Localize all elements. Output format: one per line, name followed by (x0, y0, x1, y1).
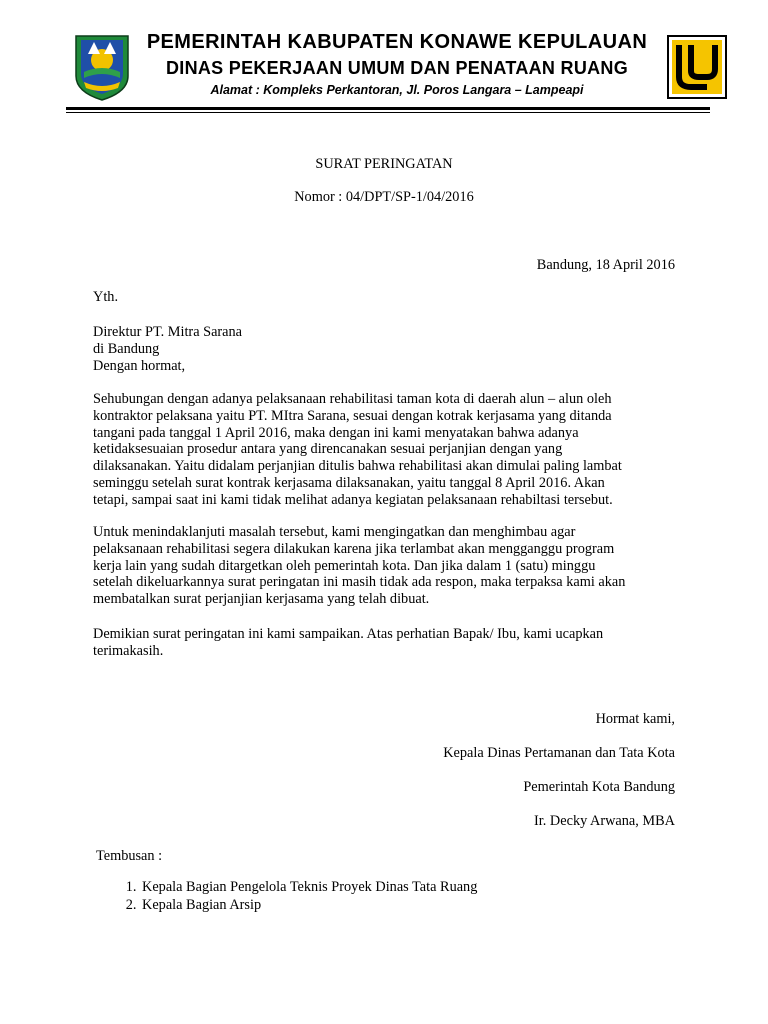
letterhead-department: DINAS PEKERJAAN UMUM DAN PENATAAN RUANG (165, 58, 629, 78)
cc-list (93, 879, 477, 914)
paragraph-1-line: kontraktor pelaksana yaitu PT. MItra Sarana, sesuai dengan kotrak kerjasama yang ditanda (93, 407, 612, 424)
letter-title: SURAT PERINGATAN (315, 156, 453, 172)
letterhead-government: PEMERINTAH KABUPATEN KONAWE KEPULAUAN (146, 31, 648, 53)
paragraph-3-line: terimakasih. (93, 642, 164, 659)
recipient-yth: Yth. (93, 289, 119, 305)
paragraph-2-line: Untuk menindaklanjuti masalah tersebut, kami mengingatkan dan menghimbau agar (93, 524, 576, 540)
cc-label: Tembusan : (96, 848, 163, 864)
regency-logo (70, 30, 134, 102)
signer-name: Ir. Decky Arwana, MBA (534, 813, 675, 829)
date-place: Bandung, 18 April 2016 (536, 257, 675, 273)
signer-position: Kepala Dinas Pertamanan dan Tata Kota (443, 745, 675, 761)
paragraph-3 (93, 626, 683, 660)
cc-item: 1. Kepala Bagian Pengelola Teknis Proyek Dinas Tata Ruang (140, 879, 477, 897)
paragraph-2-line: membatalkan surat perjanjian kerjasama yang telah dibuat. (93, 591, 430, 608)
letterhead-address: Alamat : Kompleks Perkantoran, Jl. Poros Langara – Lampeapi (210, 83, 584, 97)
public-works-logo (667, 35, 727, 99)
signer-office: Pemerintah Kota Bandung (523, 779, 675, 795)
recipient-location: di Bandung (93, 341, 160, 357)
paragraph-1-line: seminggu setelah surat kontrak kerjasama dilaksanakan, yaitu tanggal 8 April 2016. Akan (93, 474, 605, 491)
paragraph-1-line: dilaksanakan. Yaitu didalam perjanjian ditulis bahwa rehabilitasi akan dimulai paling lambat (93, 458, 622, 475)
greeting: Dengan hormat, (93, 358, 186, 374)
paragraph-1 (93, 391, 683, 509)
paragraph-2-line: setelah dikeluarkannya surat peringatan ini masih tidak ada respon, maka terpaksa kami akan (93, 574, 626, 591)
letter-number: Nomor : 04/DPT/SP-1/04/2016 (294, 189, 474, 205)
paragraph-2-line: kerja lain yang sudah ditargetkan oleh pemerintah kota. Dan jika dalam 1 (satu) minggu (93, 557, 596, 574)
paragraph-1-line: Sehubungan dengan adanya pelaksanaan rehabilitasi taman kota di daerah alun – alun oleh (93, 391, 612, 407)
recipient-name: Direktur PT. Mitra Sarana (93, 324, 243, 340)
paragraph-1-line: tetapi, sampai saat ini kami tidak melihat adanya kegiatan pelaksanaan rehabiltasi tersebut. (93, 491, 613, 508)
paragraph-1-line: ketidaksesuaian prosedur antara yang direncanakan sesuai perjanjian dengan yang (93, 441, 563, 458)
letterhead-rule-thin (66, 112, 710, 113)
paragraph-2-line: pelaksanaan rehabilitasi segera dilakukan karena jika terlambat akan mengganggu program (93, 540, 615, 557)
paragraph-2 (93, 524, 683, 608)
cc-item: 2. Kepala Bagian Arsip (140, 897, 477, 915)
letterhead-rule-thick (66, 107, 710, 110)
paragraph-3-line: Demikian surat peringatan ini kami sampaikan. Atas perhatian Bapak/ Ibu, kami ucapkan (93, 626, 604, 642)
paragraph-1-line: tangani pada tanggal 1 April 2016, maka dengan ini kami menyatakan bahwa adanya (93, 424, 579, 441)
closing-regards: Hormat kami, (595, 711, 675, 727)
